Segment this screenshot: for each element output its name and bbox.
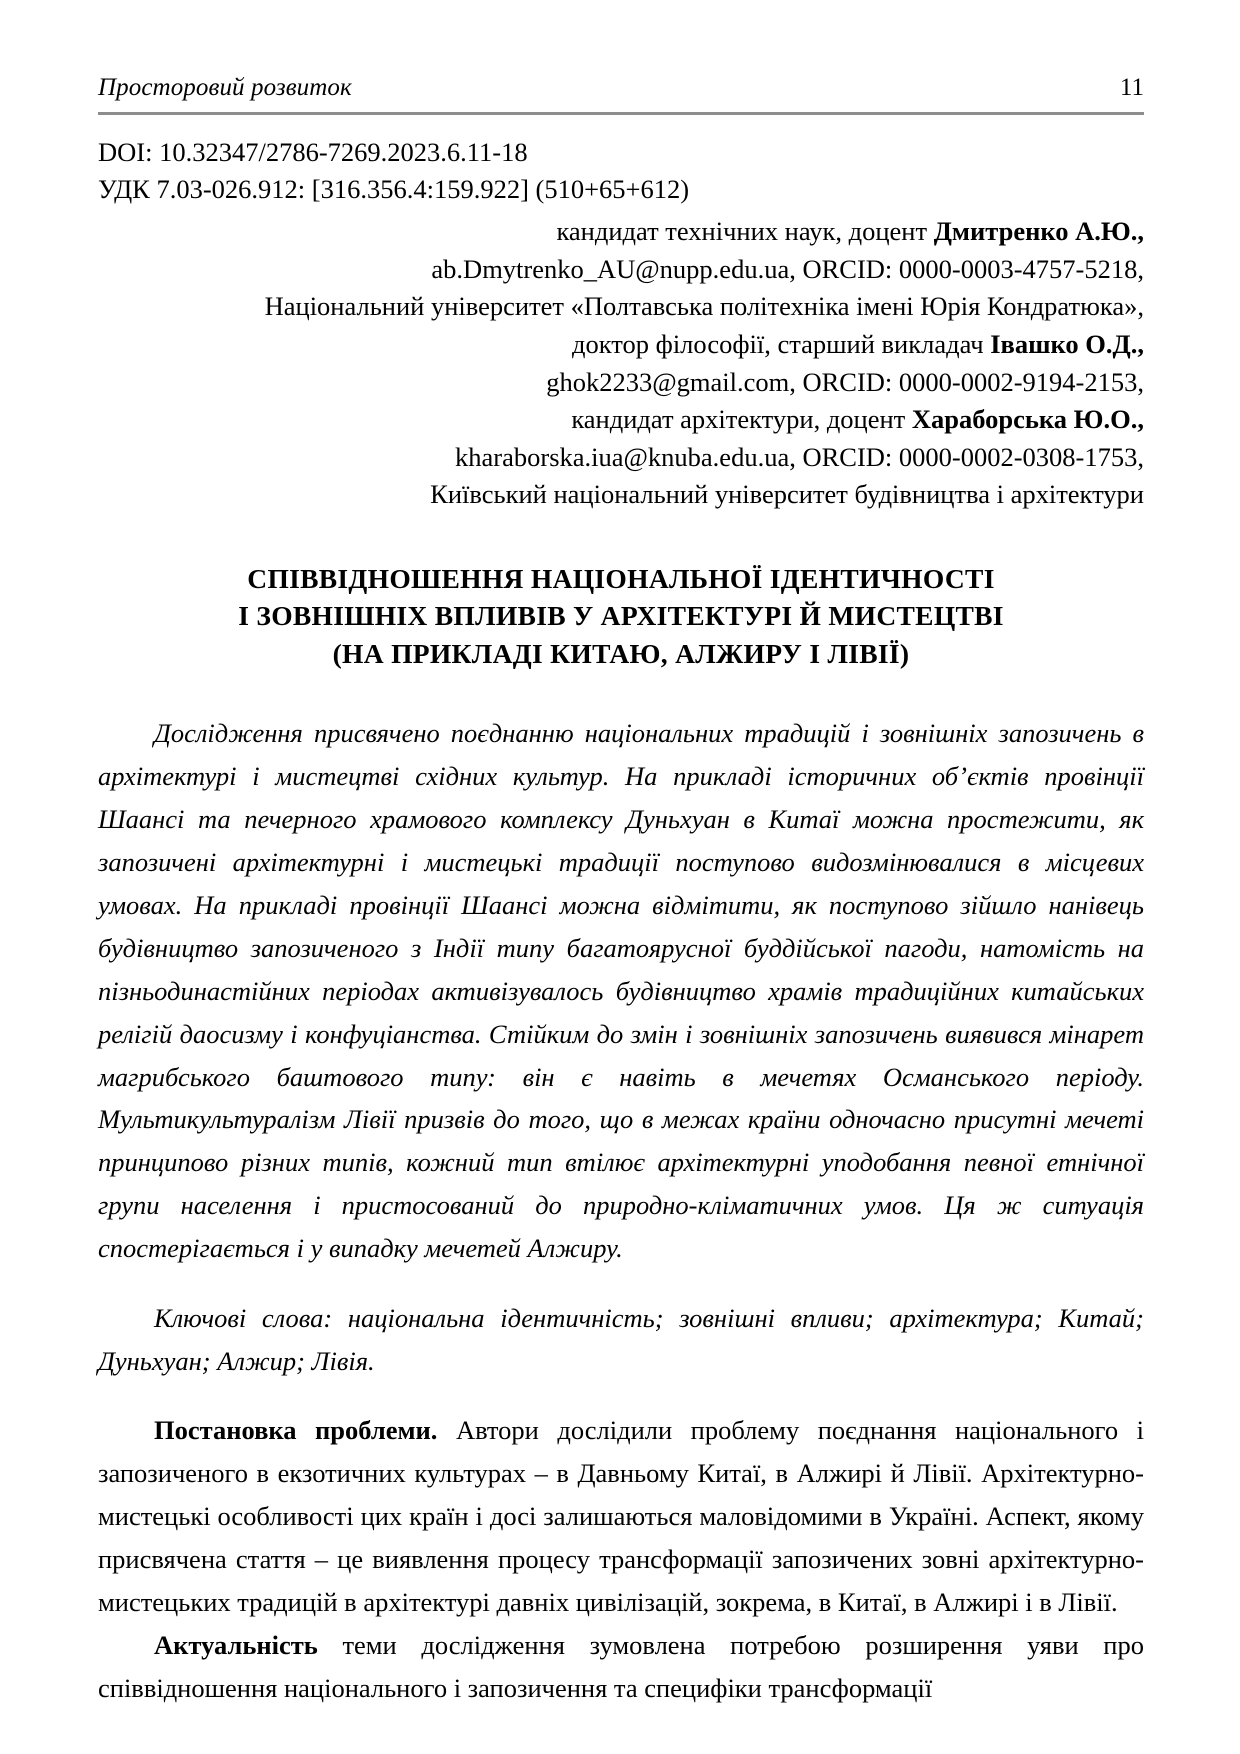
keywords-label: Ключові слова: (154, 1302, 333, 1333)
author-2-role-line (98, 326, 1144, 364)
running-head (98, 74, 1144, 103)
author-3-name: Хараборська Ю.О., (911, 404, 1144, 435)
section-relevance (98, 1624, 1144, 1710)
header-divider (98, 112, 1144, 115)
article-title-line-1: СПІВВІДНОШЕННЯ НАЦІОНАЛЬНОЇ ІДЕНТИЧНОСТІ (247, 563, 995, 594)
section-problem-statement (98, 1409, 1144, 1624)
abstract-paragraph: Дослідження присвячено поєднанню національних традицій і зовнішніх запозичень в архітектурі і мистецтві східних культур. На прикладі історичних об’єктів провінції Шаансі та печерного храмового комплексу Дуньхуан в Китаї можна простежити, як запозичені архітектурні і мистецькі традиції поступово видозмінювалися в місцевих умовах. На прикладі провінції Шаансі можна відмітити, як поступово зійшло нанівець будівництво запозиченого з Індії типу багатоярусної буддійської пагоди, натомість на пізньодинастійних періодах активізувалось будівництво храмів традиційних китайських релігій даосизму і конфуціанства. Стійким до змін і зовнішніх запозичень виявився мінарет магрибського баштового типу: він є навіть в мечетях Османського періоду. Мультикультуралізм Лівії призвів до того, що в межах країни одночасно присутні мечеті принципово різних типів, кожний тип втілює архітектурні уподобання певної етнічної групи населення і пристосований до природно-кліматичних умов. Ця ж ситуація спостерігається і у випадку мечетей Алжиру. (98, 718, 1144, 1264)
identifier-block (98, 134, 1144, 209)
author-2-contact-line: ghok2233@gmail.com, ORCID: 0000-0002-9194-2153, (546, 366, 1144, 397)
doi-line: DOI: 10.32347/2786-7269.2023.6.11-18 (98, 136, 528, 167)
author-2-name: Івашко О.Д., (990, 328, 1144, 359)
article-title-line-3: (НА ПРИКЛАДІ КИТАЮ, АЛЖИРУ І ЛІВІЇ) (332, 637, 910, 669)
affiliation-2: Київський національний університет будівництва і архітектури (430, 479, 1144, 510)
page-content (98, 74, 1144, 1709)
article-title (98, 560, 1144, 672)
keywords-list: національна ідентичність; зовнішні впливи; архітектура; Китай; Дуньхуан; Алжир; Лівія. (98, 1302, 1144, 1376)
author-3-role-line (98, 401, 1144, 439)
section-body-relevance: теми дослідження зумовлена потребою розширення уяви про співвідношення національного і запозичення та специфіки трансформації (98, 1629, 1144, 1703)
section-heading-relevance: Актуальність (154, 1629, 318, 1660)
author-block (98, 213, 1144, 514)
author-3-contact-line: kharaborska.iua@knuba.edu.ua, ORCID: 0000-0002-0308-1753, (455, 441, 1144, 472)
author-3-degree: кандидат архітектури, доцент (571, 404, 912, 435)
affiliation-1: Національний університет «Полтавська політехніка імені Юрія Кондратюка», (264, 291, 1144, 322)
page-number: 11 (1119, 74, 1144, 101)
udc-line: УДК 7.03-026.912: [316.356.4:159.922] (510+65+612) (98, 174, 690, 205)
section-heading-problem-statement: Постановка проблеми. (154, 1415, 438, 1445)
author-1-role-line (98, 213, 1144, 251)
author-1-degree: кандидат технічних наук, доцент (556, 216, 934, 246)
article-title-line-2: І ЗОВНІШНІХ ВПЛИВІВ У АРХІТЕКТУРІ Й МИСТЕЦТВІ (238, 600, 1004, 632)
keywords-paragraph (98, 1297, 1144, 1383)
author-1-contact-line: ab.Dmytrenko_AU@nupp.edu.ua, ORCID: 0000-0003-4757-5218, (431, 253, 1144, 284)
author-2-degree: доктор філософії, старший викладач (572, 328, 991, 359)
running-head-journal-title: Просторовий розвиток (98, 74, 352, 101)
section-body-problem-statement: Автори дослідили проблему поєднання національного і запозиченого в екзотичних культурах – в Давньому Китаї, в Алжирі й Лівії. Архітектурно-мистецькі особливості цих країн і досі залишаються маловідомими в Україні. Аспект, якому присвячена стаття – це виявлення процесу трансформації запозичених зовні архітектурно-мистецьких традицій в архітектурі давніх цивілізацій, зокрема, в Китаї, в Алжирі і в Лівії. (98, 1415, 1144, 1617)
author-1-name: Дмитренко А.Ю., (933, 216, 1144, 246)
